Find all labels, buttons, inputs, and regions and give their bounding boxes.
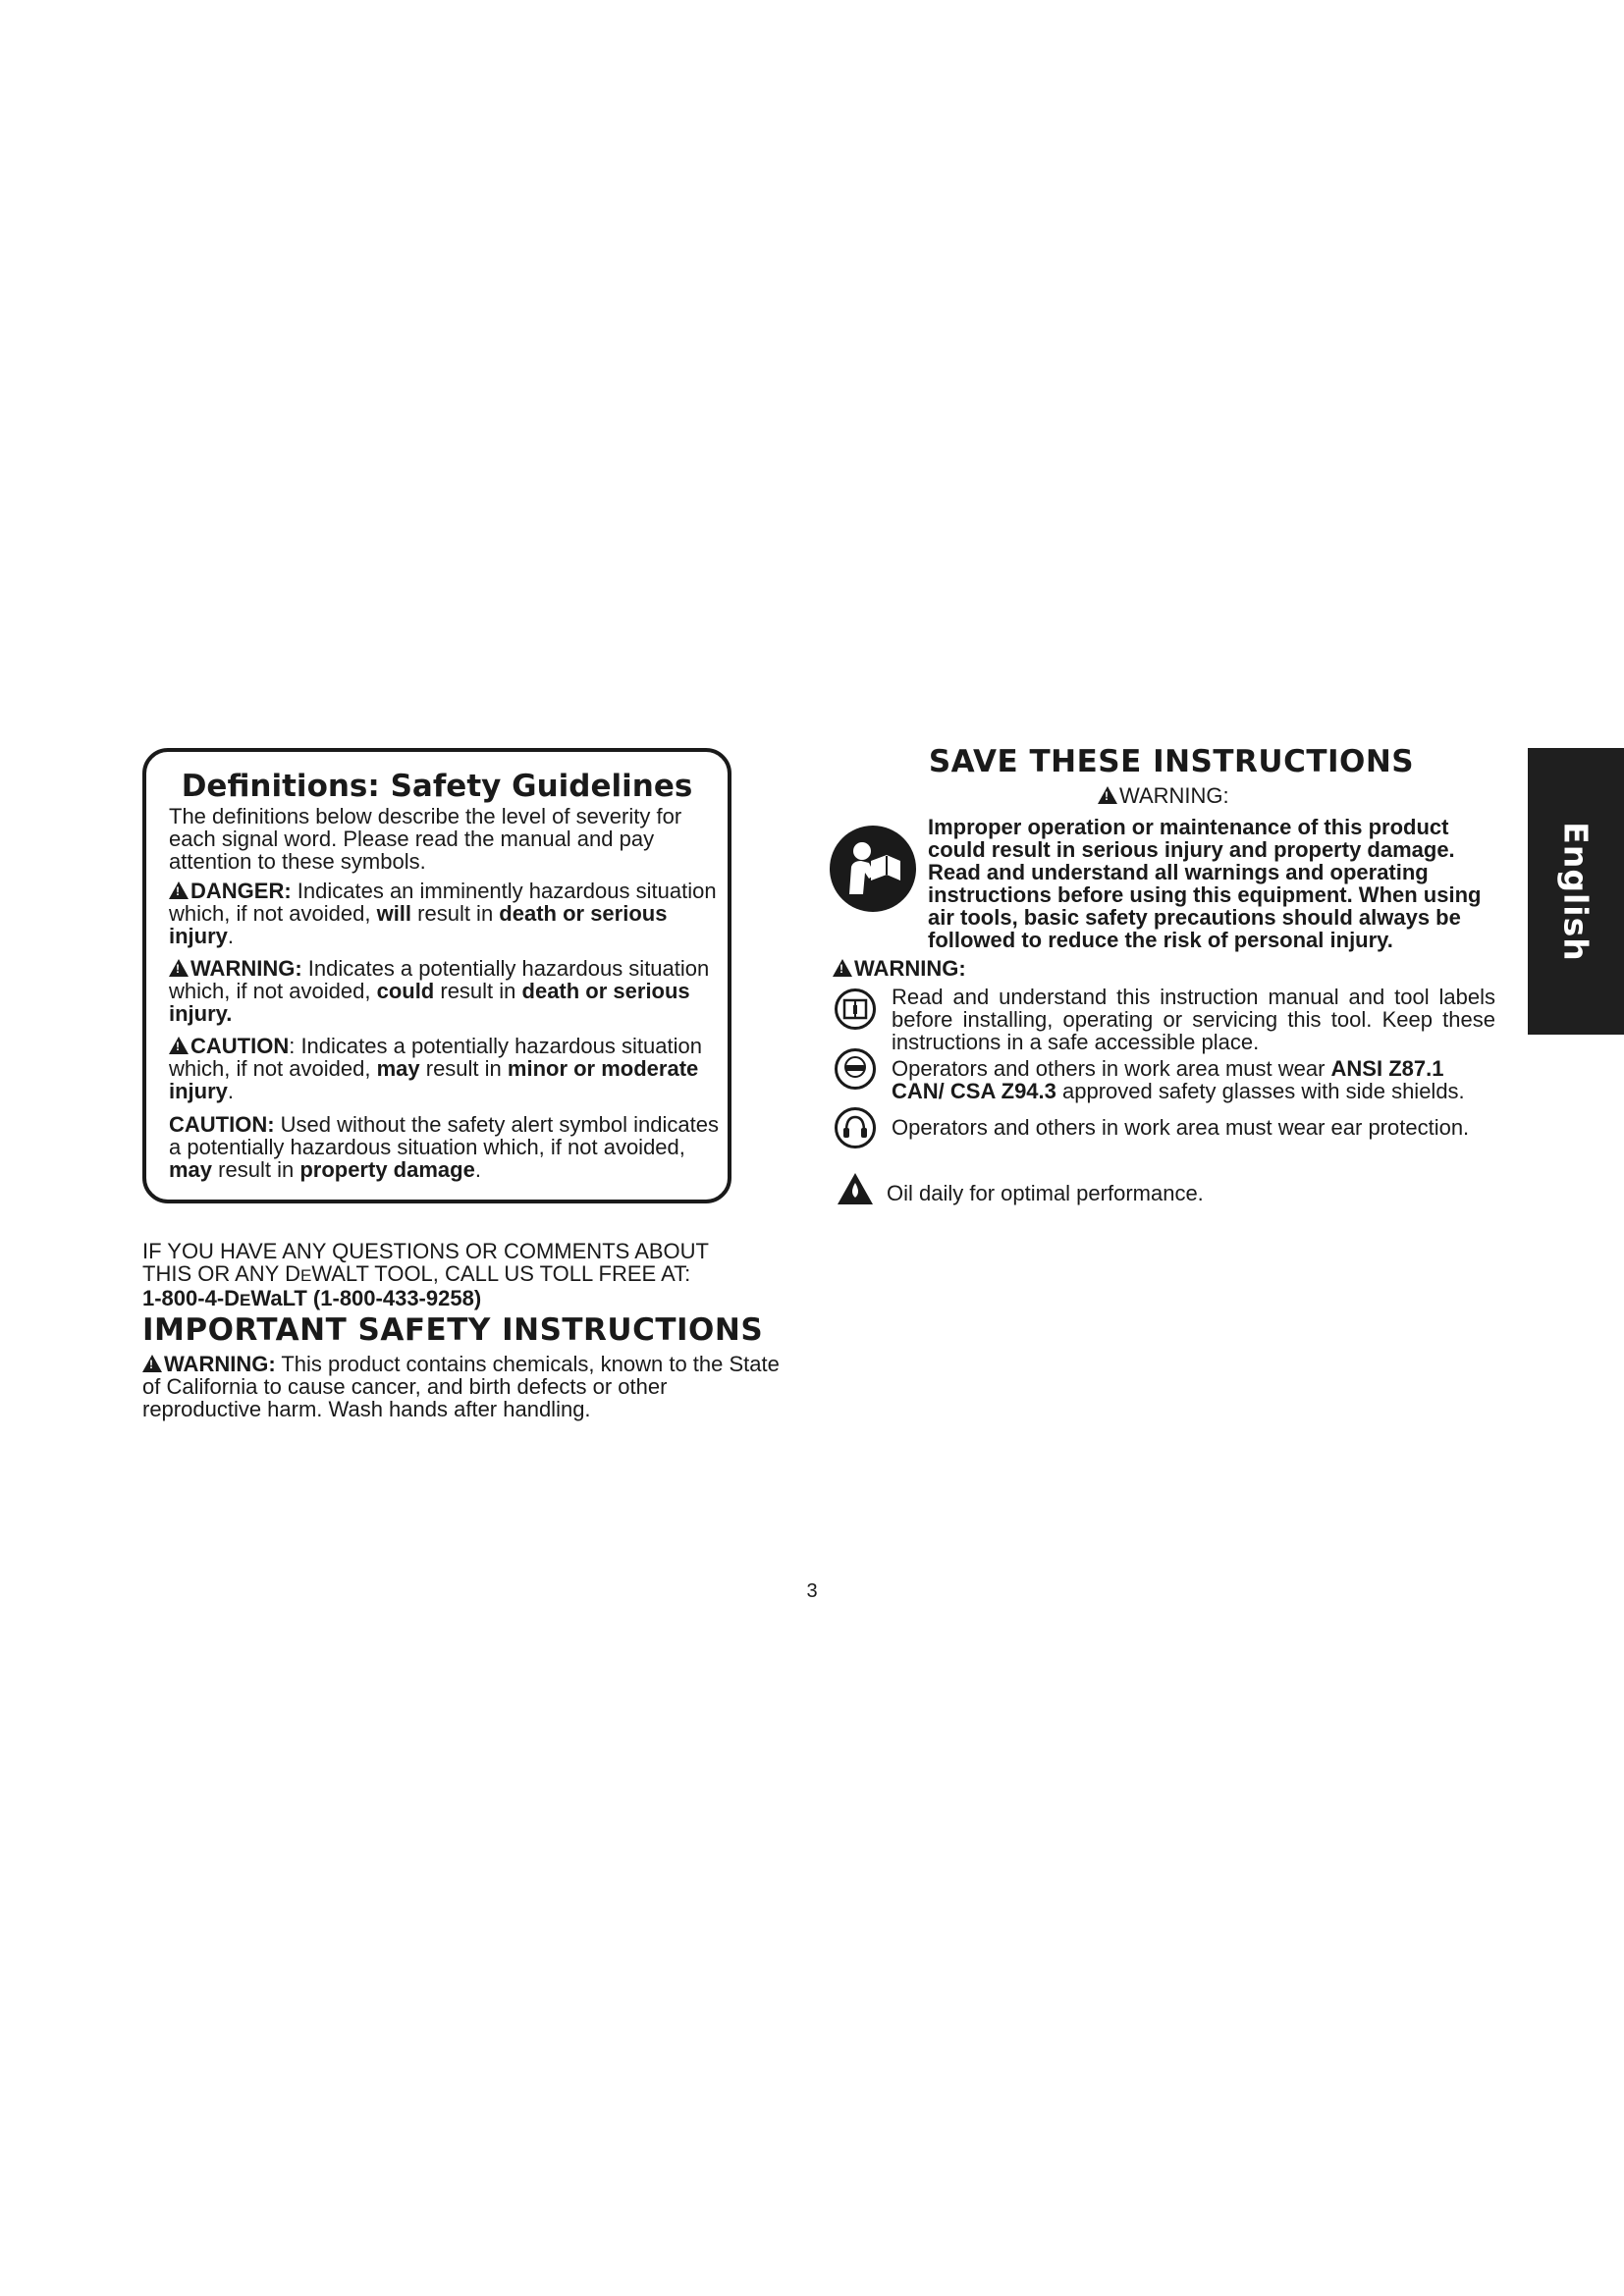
safety-alert-icon — [833, 959, 852, 977]
important-heading: IMPORTANT SAFETY INSTRUCTIONS — [142, 1312, 764, 1348]
save-warning-label: !WARNING: — [1098, 784, 1229, 807]
safety-alert-icon — [169, 881, 189, 899]
item-ear-protection: Operators and others in work area must wear ear protection. — [892, 1115, 1470, 1140]
safety-alert-icon — [1098, 786, 1117, 804]
prop65-warning: !WARNING: This product contains chemicals, known to the State of California to cause cancer, and birth defects or other reproductive harm. Wash hands after handling. — [142, 1353, 790, 1420]
language-tab-label: English — [1556, 821, 1596, 962]
definition-warning: !WARNING: Indicates a potentially hazardous situation which, if not avoided, could result in death or serious injury. — [169, 957, 719, 1025]
safety-glasses-icon — [835, 1048, 876, 1090]
safety-alert-icon — [169, 959, 189, 977]
definition-caution: !CAUTION: Indicates a potentially hazardous situation which, if not avoided, may result in minor or moderate injury. — [169, 1035, 719, 1102]
definitions-intro: The definitions below describe the level of severity for each signal word. Please read the manual and pay attention to these symbols. — [169, 804, 682, 874]
read-manual-icon — [830, 826, 916, 912]
safety-alert-icon — [169, 1037, 189, 1054]
definition-caution-plain: CAUTION: Used without the safety alert symbol indicates a potentially hazardous situation which, if not avoided, may result in property damage. — [169, 1112, 719, 1182]
contact-phone: 1-800-4-DEWaLT (1-800-433-9258) — [142, 1286, 482, 1310]
contact-line-2: THIS OR ANY DEWALT TOOL, CALL US TOLL FREE AT: — [142, 1261, 691, 1286]
definition-danger: !DANGER: Indicates an imminently hazardous situation which, if not avoided, will result in death or serious injury. — [169, 880, 719, 947]
save-heading: SAVE THESE INSTRUCTIONS — [928, 744, 1415, 779]
save-warning-text: Improper operation or maintenance of this product could result in serious injury and property damage. Read and understand all warnings and operating instructions before using this equipment. When using air tools, basic safety precautions should always be followed to reduce the risk of personal injury. — [928, 815, 1482, 952]
oil-warning-icon — [836, 1171, 875, 1211]
ear-protection-icon — [835, 1107, 876, 1148]
contact-line-1: IF YOU HAVE ANY QUESTIONS OR COMMENTS ABOUT — [142, 1239, 709, 1263]
page-number: 3 — [806, 1580, 818, 1602]
manual-book-icon — [835, 988, 876, 1030]
language-tab — [1528, 748, 1624, 1035]
item-oil: Oil daily for optimal performance. — [887, 1181, 1204, 1205]
warning-label-2: !WARNING: — [833, 957, 966, 980]
item-eye-protection: Operators and others in work area must wear ANSI Z87.1 CAN/ CSA Z94.3 approved safety glasses with side shields. — [892, 1056, 1465, 1103]
definitions-title: Definitions: Safety Guidelines — [181, 769, 693, 804]
item-read-manual: Read and understand this instruction manual and tool labels before installing, operating or servicing this tool. Keep these instructions in a safe accessible place. — [892, 985, 1495, 1054]
safety-alert-icon — [142, 1355, 162, 1372]
contact-block — [142, 1240, 771, 1311]
